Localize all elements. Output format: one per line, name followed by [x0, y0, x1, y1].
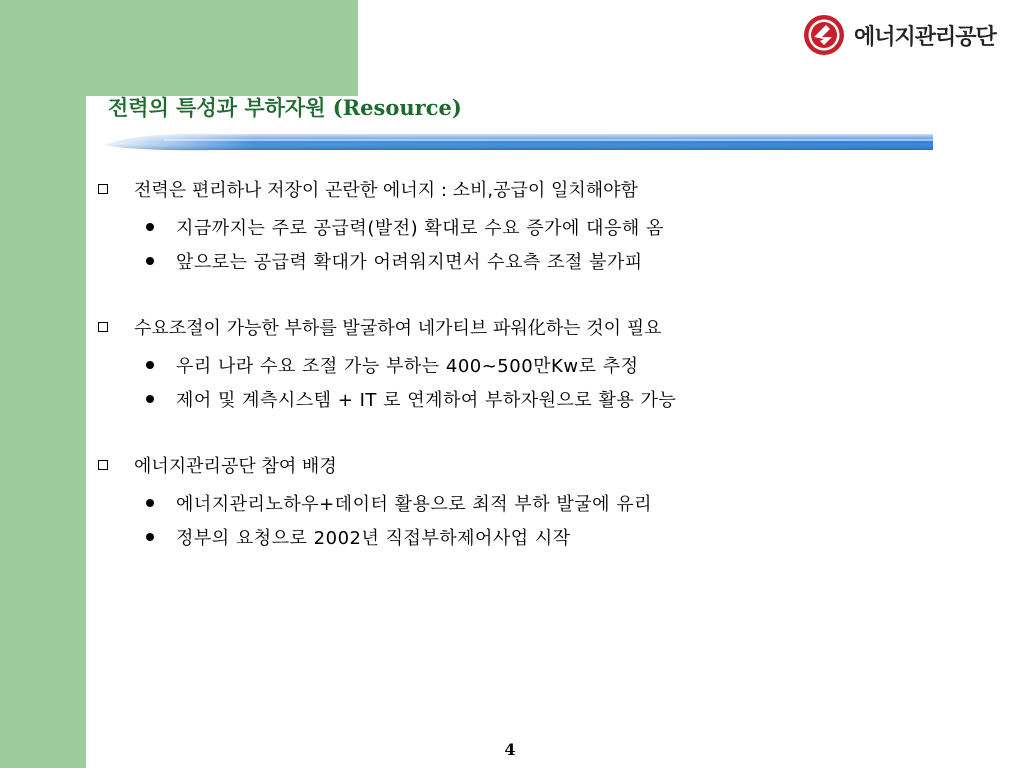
list-item — [96, 244, 976, 278]
sub-bullet-list — [96, 348, 976, 416]
square-bullet-icon — [98, 460, 108, 470]
list-item — [96, 486, 976, 520]
section-heading: 전력은 편리하나 저장이 곤란한 에너지 : 소비,공급이 일치해야함 — [134, 180, 638, 201]
bullet-section-participation-background — [96, 450, 976, 554]
list-item-text: 제어 및 계측시스템 + IT 로 연계하여 부하자원으로 활용 가능 — [176, 390, 677, 411]
section-heading-row — [96, 450, 976, 480]
round-bullet-icon — [146, 257, 154, 265]
round-bullet-icon — [146, 533, 154, 541]
slide-title: 전력의 특성과 부하자원 (Resource) — [108, 95, 462, 120]
list-item — [96, 210, 976, 244]
list-item — [96, 382, 976, 416]
title-underline-rule — [104, 131, 933, 153]
square-bullet-icon — [98, 184, 108, 194]
list-item-text: 지금까지는 주로 공급력(발전) 확대로 수요 증가에 대응해 옴 — [176, 218, 664, 239]
section-heading: 수요조절이 가능한 부하를 발굴하여 네가티브 파워化하는 것이 필요 — [134, 318, 662, 339]
round-bullet-icon — [146, 395, 154, 403]
page-number: 4 — [504, 740, 516, 759]
sub-bullet-list — [96, 486, 976, 554]
slide-body — [96, 174, 976, 588]
bullet-section-demand-control — [96, 312, 976, 416]
list-item — [96, 520, 976, 554]
round-bullet-icon — [146, 499, 154, 507]
sub-bullet-list — [96, 210, 976, 278]
section-heading-row — [96, 312, 976, 342]
section-heading: 에너지관리공단 참여 배경 — [134, 456, 337, 477]
round-bullet-icon — [146, 361, 154, 369]
logo-wordmark: 에너지관리공단 — [854, 24, 996, 50]
list-item — [96, 348, 976, 382]
list-item-text: 앞으로는 공급력 확대가 어려워지면서 수요측 조절 불가피 — [176, 252, 643, 273]
list-item-text: 우리 나라 수요 조절 가능 부하는 400~500만Kw로 추정 — [176, 356, 639, 377]
logo-emblem-icon — [802, 13, 846, 57]
organization-logo — [802, 12, 996, 58]
list-item-text: 정부의 요청으로 2002년 직접부하제어사업 시작 — [176, 528, 571, 549]
list-item-text: 에너지관리노하우+데이터 활용으로 최적 부하 발굴에 유리 — [176, 494, 652, 515]
bullet-section-power-characteristics — [96, 174, 976, 278]
square-bullet-icon — [98, 322, 108, 332]
section-heading-row — [96, 174, 976, 204]
round-bullet-icon — [146, 223, 154, 231]
